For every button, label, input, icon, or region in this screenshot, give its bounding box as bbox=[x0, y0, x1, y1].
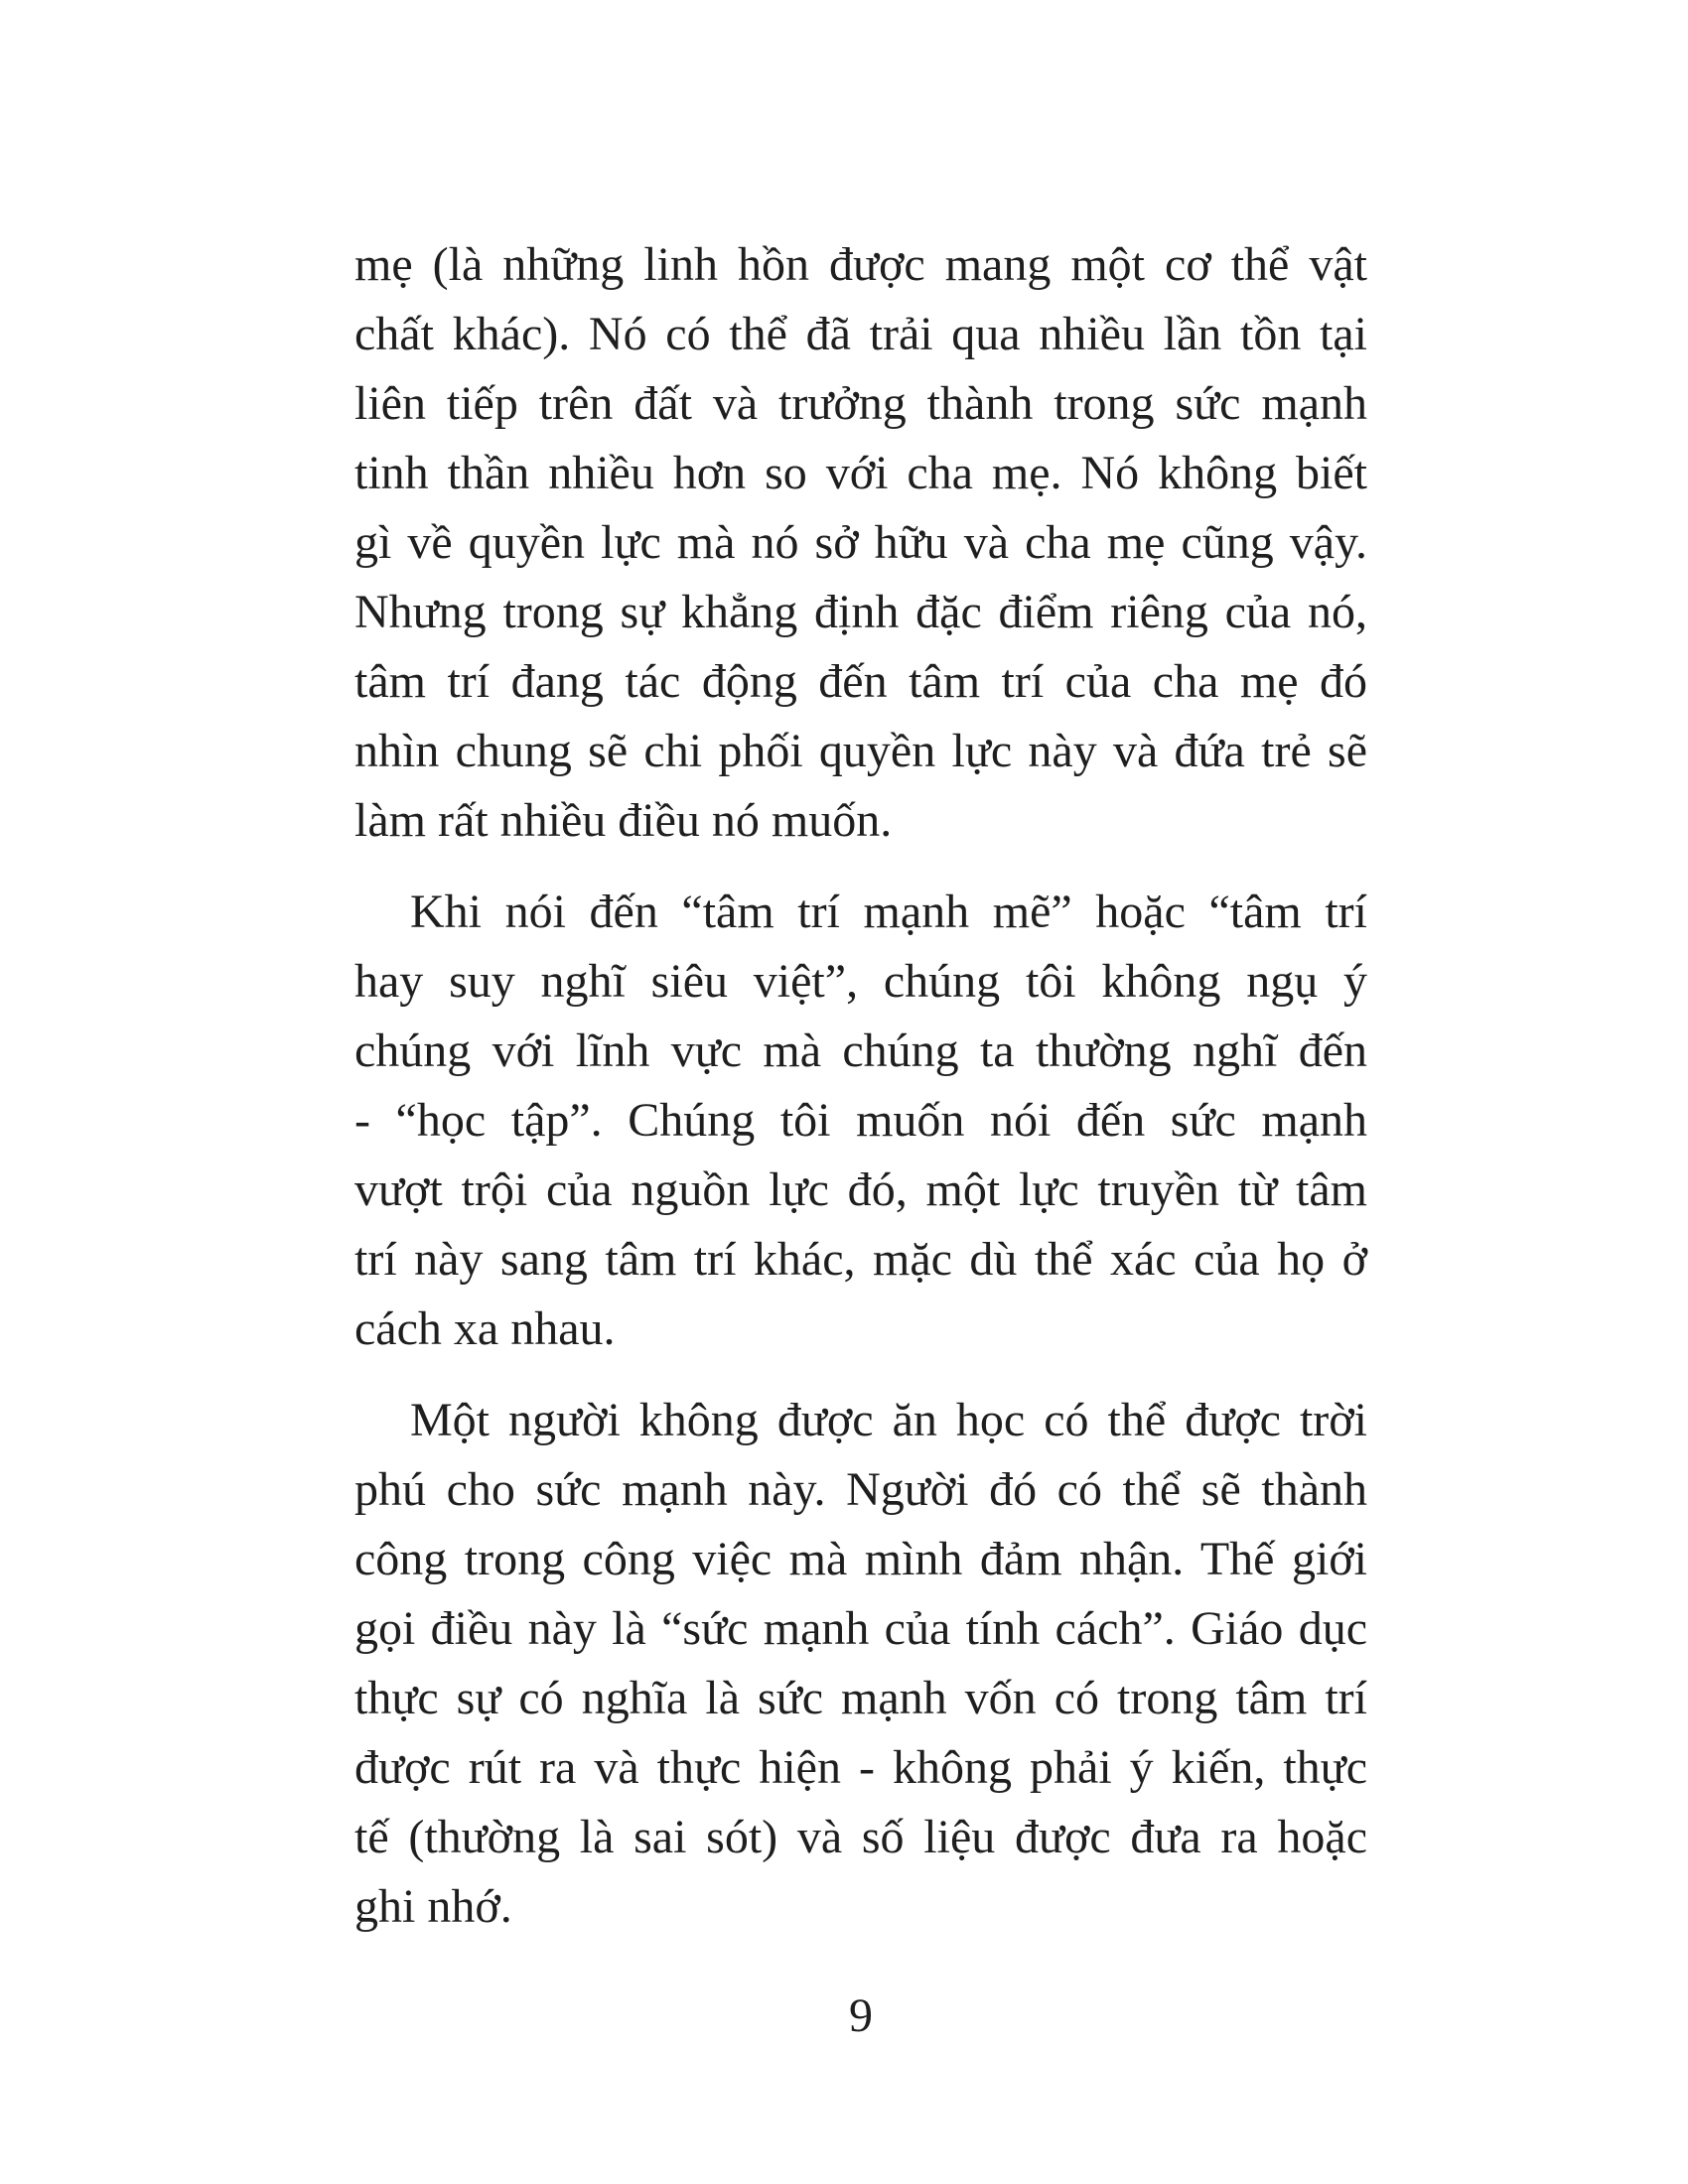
text-line: gọi điều này là “sức mạnh của tính cách”. Giáo dục bbox=[354, 1602, 1367, 1655]
text-line: ghi nhớ. bbox=[354, 1880, 512, 1933]
text-line: vượt trội của nguồn lực đó, một lực truyền từ tâm bbox=[354, 1163, 1367, 1216]
text-line: chúng với lĩnh vực mà chúng ta thường nghĩ đến bbox=[354, 1024, 1367, 1077]
text-line: Nhưng trong sự khẳng định đặc điểm riêng của nó, bbox=[354, 586, 1367, 638]
text-line: thực sự có nghĩa là sức mạnh vốn có trong tâm trí bbox=[354, 1672, 1367, 1724]
text-line: tinh thần nhiều hơn so với cha mẹ. Nó không biết bbox=[354, 447, 1367, 499]
text-line: gì về quyền lực mà nó sở hữu và cha mẹ cũng vậy. bbox=[354, 516, 1367, 569]
text-line: Khi nói đến “tâm trí mạnh mẽ” hoặc “tâm trí bbox=[410, 886, 1367, 938]
text-line: - “học tập”. Chúng tôi muốn nói đến sức mạnh bbox=[354, 1094, 1367, 1147]
text-line: làm rất nhiều điều nó muốn. bbox=[354, 794, 893, 847]
paragraph bbox=[354, 230, 1367, 856]
paragraph bbox=[354, 1386, 1367, 1942]
body-text bbox=[354, 230, 1367, 1964]
text-line: hay suy nghĩ siêu việt”, chúng tôi không ngụ ý bbox=[354, 955, 1367, 1008]
text-line: tế (thường là sai sót) và số liệu được đưa ra hoặc bbox=[354, 1811, 1367, 1863]
text-line: mẹ (là những linh hồn được mang một cơ thể vật bbox=[354, 238, 1367, 291]
text-line: được rút ra và thực hiện - không phải ý kiến, thực bbox=[354, 1741, 1367, 1794]
paragraph bbox=[354, 878, 1367, 1364]
text-line: chất khác). Nó có thể đã trải qua nhiều lần tồn tại bbox=[354, 308, 1367, 360]
text-line: cách xa nhau. bbox=[354, 1302, 616, 1355]
page-number: 9 bbox=[849, 1989, 873, 2042]
text-line: tâm trí đang tác động đến tâm trí của cha mẹ đó bbox=[354, 655, 1367, 708]
text-line: liên tiếp trên đất và trưởng thành trong sức mạnh bbox=[354, 377, 1367, 430]
text-line: nhìn chung sẽ chi phối quyền lực này và đứa trẻ sẽ bbox=[354, 725, 1367, 777]
text-line: Một người không được ăn học có thể được trời bbox=[410, 1394, 1367, 1446]
text-line: phú cho sức mạnh này. Người đó có thể sẽ thành bbox=[354, 1463, 1367, 1516]
text-line: công trong công việc mà mình đảm nhận. Thế giới bbox=[354, 1533, 1367, 1585]
text-line: trí này sang tâm trí khác, mặc dù thể xác của họ ở bbox=[354, 1233, 1367, 1286]
